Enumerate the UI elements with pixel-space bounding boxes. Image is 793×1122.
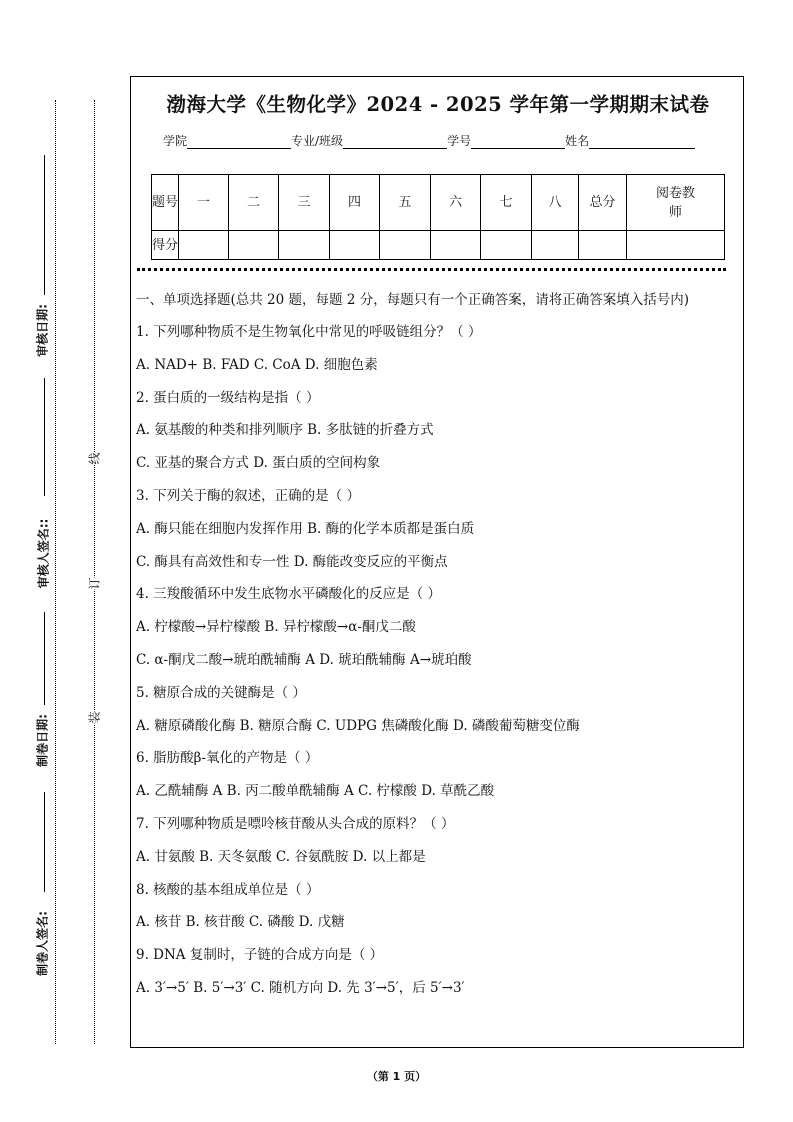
question-line: 9. DNA 复制时，子链的合成方向是（ ） bbox=[136, 947, 384, 964]
score-cell[interactable] bbox=[481, 231, 532, 260]
question-line: 3. 下列关于酶的叙述，正确的是（ ） bbox=[136, 487, 360, 504]
binding-install-char: 装 bbox=[84, 711, 105, 723]
maker-signature-blank bbox=[44, 792, 45, 892]
college-field[interactable] bbox=[187, 135, 291, 149]
question-line: A. 氨基酸的种类和排列顺序 B. 多肽链的折叠方式 bbox=[136, 422, 434, 439]
score-header-cell: 总分 bbox=[579, 175, 627, 231]
score-header-cell: 七 bbox=[481, 175, 532, 231]
score-header-cell: 一 bbox=[179, 175, 229, 231]
major-label: 专业/班级 bbox=[291, 134, 344, 148]
binding-line-char: 线 bbox=[84, 452, 105, 464]
binding-order-char: 订 bbox=[84, 577, 105, 589]
score-header-cell: 四 bbox=[330, 175, 380, 231]
name-label: 姓名 bbox=[565, 134, 590, 148]
binding-dotted-line-right bbox=[94, 100, 95, 1044]
student-info-row bbox=[163, 132, 695, 149]
question-line: C. 亚基的聚合方式 D. 蛋白质的空间构象 bbox=[136, 455, 381, 472]
question-line: 1. 下列哪种物质不是生物氧化中常见的呼吸链组分？（ ） bbox=[136, 324, 482, 340]
question-line: A. 3′→5′ B. 5′→3′ C. 随机方向 D. 先 3′→5′，后 5′→3′ bbox=[136, 979, 465, 996]
student-id-field[interactable] bbox=[471, 135, 565, 149]
score-cell[interactable] bbox=[579, 231, 627, 260]
reviewer-signature-label: 审核人签名:: bbox=[36, 518, 51, 589]
score-cell[interactable] bbox=[279, 231, 330, 260]
question-line: A. 甘氨酸 B. 天冬氨酸 C. 谷氨酰胺 D. 以上都是 bbox=[136, 848, 426, 865]
score-table bbox=[151, 174, 725, 260]
question-line: A. 糖原磷酸化酶 B. 糖原合酶 C. UDPG 焦磷酸化酶 D. 磷酸葡萄糖变位酶 bbox=[136, 717, 580, 734]
question-section bbox=[136, 290, 741, 1011]
section-title: 一、单项选择题(总共 20 题，每题 2 分，每题只有一个正确答案，请将正确答案填入括号内) bbox=[136, 292, 689, 308]
question-line: A. 乙酰辅酶 A B. 丙二酸单酰辅酶 A C. 柠檬酸 D. 草酰乙酸 bbox=[136, 783, 495, 800]
score-header-cell: 五 bbox=[380, 175, 431, 231]
question-line: A. 核苷 B. 核苷酸 C. 磷酸 D. 戊糖 bbox=[136, 914, 345, 931]
question-line: A. 酶只能在细胞内发挥作用 B. 酶的化学本质都是蛋白质 bbox=[136, 520, 475, 537]
score-header-cell: 题号 bbox=[152, 175, 179, 231]
make-date-label: 制卷日期: bbox=[35, 714, 50, 767]
score-table-header-row bbox=[152, 175, 725, 231]
student-id-label: 学号 bbox=[447, 134, 472, 148]
score-row-label: 得分 bbox=[152, 231, 179, 260]
exam-frame bbox=[130, 76, 744, 1048]
score-header-cell: 二 bbox=[229, 175, 279, 231]
maker-signature-label: 制卷人签名: bbox=[35, 911, 50, 976]
score-cell[interactable] bbox=[229, 231, 279, 260]
score-cell[interactable] bbox=[380, 231, 431, 260]
major-field[interactable] bbox=[343, 135, 447, 149]
score-cell[interactable] bbox=[330, 231, 380, 260]
score-cell[interactable] bbox=[431, 231, 481, 260]
page-number: （第 1 页） bbox=[366, 1070, 427, 1083]
score-cell[interactable] bbox=[627, 231, 725, 260]
question-line: 2. 蛋白质的一级结构是指（ ） bbox=[136, 389, 320, 406]
question-line: 7. 下列哪种物质是嘌呤核苷酸从头合成的原料？（ ） bbox=[136, 815, 455, 832]
name-field[interactable] bbox=[589, 135, 695, 149]
review-date-blank bbox=[44, 155, 45, 295]
make-date-blank bbox=[44, 612, 45, 705]
review-date-label: 审核日期: bbox=[35, 304, 50, 357]
question-line: A. 柠檬酸→异柠檬酸 B. 异柠檬酸→α-酮戊二酸 bbox=[136, 619, 416, 636]
binding-dotted-line-left bbox=[55, 100, 56, 1044]
score-header-cell: 三 bbox=[279, 175, 330, 231]
reviewer-signature-blank bbox=[44, 378, 45, 496]
question-line: 4. 三羧酸循环中发生底物水平磷酸化的反应是（ ） bbox=[136, 586, 441, 603]
score-header-cell: 八 bbox=[532, 175, 579, 231]
question-line: A. NAD+ B. FAD C. CoA D. 细胞色素 bbox=[136, 356, 378, 373]
score-table-score-row bbox=[152, 231, 725, 260]
score-header-cell: 六 bbox=[431, 175, 481, 231]
question-line: 6. 脂肪酸β-氧化的产物是（ ） bbox=[136, 750, 319, 767]
score-header-cell: 阅卷教师 bbox=[627, 175, 725, 231]
question-line: 8. 核酸的基本组成单位是（ ） bbox=[136, 881, 320, 898]
header-divider bbox=[137, 268, 726, 271]
exam-title: 渤海大学《生物化学》2024 - 2025 学年第一学期期末试卷 bbox=[166, 93, 710, 116]
score-cell[interactable] bbox=[532, 231, 579, 260]
question-line: 5. 糖原合成的关键酶是（ ） bbox=[136, 684, 306, 701]
score-cell[interactable] bbox=[179, 231, 229, 260]
question-line: C. α-酮戊二酸→琥珀酰辅酶 A D. 琥珀酰辅酶 A→琥珀酸 bbox=[136, 651, 472, 668]
question-line: C. 酶具有高效性和专一性 D. 酶能改变反应的平衡点 bbox=[136, 553, 448, 570]
college-label: 学院 bbox=[163, 134, 188, 148]
